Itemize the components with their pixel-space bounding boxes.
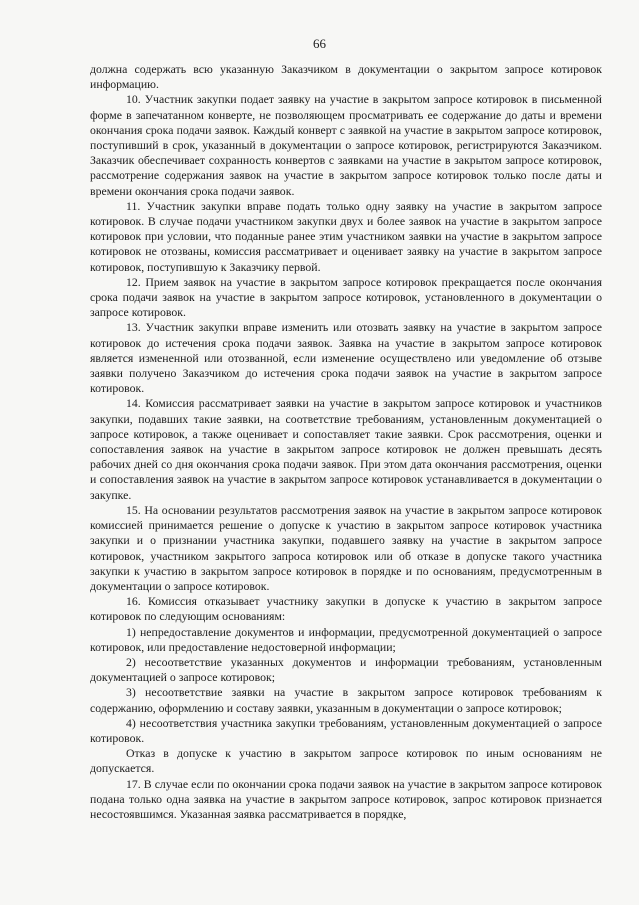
list-item-4: 4) несоответствия участника закупки требованиям, установленным документацией о запросе котировок. bbox=[90, 715, 602, 745]
paragraph-11: 11. Участник закупки вправе подать только одну заявку на участие в закрытом запросе котировок. В случае подачи участником закупки двух и более заявок на участие в закрытом запросе котировок при условии, что поданные ранее этим участником заявки на участие в закрытом запросе котировок не отозваны, комиссия рассматривает и оценивает заявку на участие в закрытом запросе котировок, поступившую к Заказчику первой. bbox=[90, 198, 602, 274]
paragraph-refusal-note: Отказ в допуске к участию в закрытом запросе котировок по иным основаниям не допускается. bbox=[90, 746, 602, 776]
paragraph-12: 12. Прием заявок на участие в закрытом запросе котировок прекращается после окончания срока подачи заявок на участие в закрытом запросе котировок, установленного в документации о запросе котировок. bbox=[90, 274, 602, 320]
paragraph-16: 16. Комиссия отказывает участнику закупки в допуске к участию в закрытом запросе котировок по следующим основаниям: bbox=[90, 594, 602, 624]
paragraph-15: 15. На основании результатов рассмотрения заявок на участие в закрытом запросе котировок комиссией принимается решение о допуске к участию в закрытом запросе котировок участника закупки и о признании участника закупки, подавшего заявку на участие в закрытом запросе котировок, участником закрытого запроса котировок или об отказе в допуске такого участника закупки к участию в закрытом запросе котировок в порядке и по основаниям, предусмотренным в документации о запросе котировок. bbox=[90, 502, 602, 593]
list-item-2: 2) несоответствие указанных документов и информации требованиям, установленным документацией о запросе котировок; bbox=[90, 654, 602, 685]
page-number: 66 bbox=[313, 36, 326, 51]
paragraph-continuation: должна содержать всю указанную Заказчиком в документации о закрытом запросе котировок информацию. bbox=[90, 62, 602, 92]
document-body bbox=[90, 62, 602, 822]
paragraph-13: 13. Участник закупки вправе изменить или отозвать заявку на участие в закрытом запросе котировок до истечения срока подачи заявок. Заявка на участие в закрытом запросе котировок является измененной или отозванной, если изменение осуществлено или уведомление об отзыве заявки получено Заказчиком до истечения срока подачи заявок на участие в закрытом запросе котировок. bbox=[90, 320, 602, 396]
paragraph-17: 17. В случае если по окончании срока подачи заявок на участие в закрытом запросе котировок подана только одна заявка на участие в закрытом запросе котировок, запрос котировок признается несостоявшимся. Указанная заявка рассматривается в порядке, bbox=[90, 776, 602, 821]
list-item-3: 3) несоответствие заявки на участие в закрытом запросе котировок требованиям к содержанию, оформлению и составу заявки, указанным в документации о запросе котировок; bbox=[90, 685, 602, 715]
list-item-1: 1) непредоставление документов и информации, предусмотренной документацией о запросе котировок, или предоставление недостоверной информации; bbox=[90, 624, 602, 654]
paragraph-14: 14. Комиссия рассматривает заявки на участие в закрытом запросе котировок и участников закупки, подавших такие заявки, на соответствие требованиям, установленным документацией о запросе котировок, а также оценивает и сопоставляет такие заявки. Срок рассмотрения, оценки и сопоставления заявок на участие в закрытом запросе котировок не должен превышать десять рабочих дней со дня окончания срока подачи заявок. При этом дата окончания рассмотрения, оценки и сопоставления заявок на участие в закрытом запросе котировок устанавливается в документации о закупке. bbox=[90, 396, 602, 502]
paragraph-10: 10. Участник закупки подает заявку на участие в закрытом запросе котировок в письменной форме в запечатанном конверте, не позволяющем просматривать ее содержание до даты и времени окончания срока подачи заявок. Каждый конверт с заявкой на участие в закрытом запросе котировок, поступивший в срок, указанный в документации о запросе котировок, регистрируются Заказчиком. Заказчик обеспечивает сохранность конвертов с заявками на участие в закрытом запросе котировок, рассмотрение содержания заявок на участие в закрытом запросе котировок только после даты и времени окончания срока подачи заявок. bbox=[90, 92, 602, 198]
